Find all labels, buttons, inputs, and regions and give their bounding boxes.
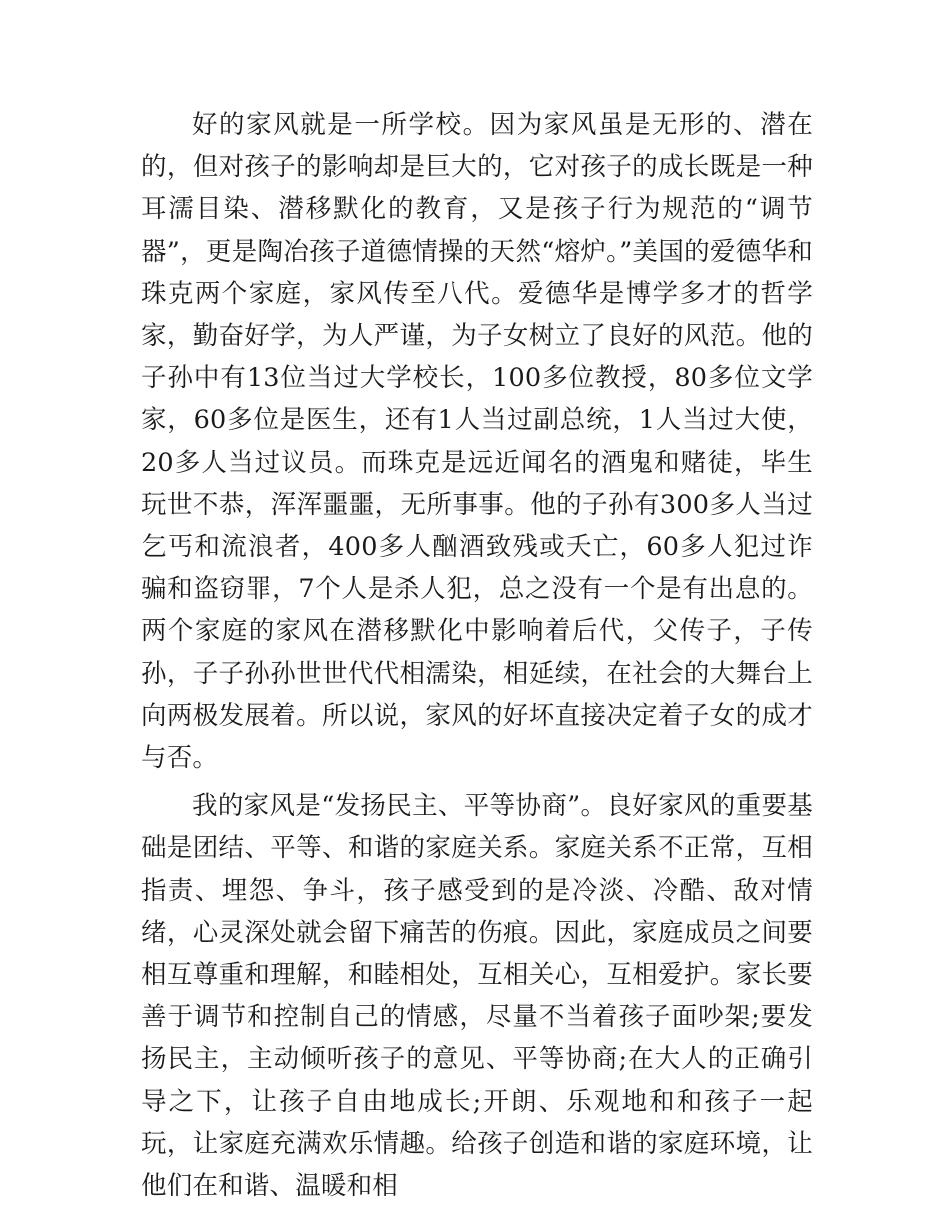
paragraph-my-family-tradition: 我的家风是“发扬民主、平等协商”。良好家风的重要基础是团结、平等、和谐的家庭关系。家庭关系不正常，互相指责、埋怨、争斗，孩子感受到的是冷淡、冷酷、敌对情绪，心灵深处就会留下痛苦的伤痕。因此，家庭成员之间要相互尊重和理解，和睦相处，互相关心，互相爱护。家长要善于调节和控制自己的情感，尽量不当着孩子面吵架;要发扬民主，主动倾听孩子的意见、平等协商;在大人的正确引导之下，让孩子自由地成长;开朗、乐观地和和孩子一起玩，让家庭充满欢乐情趣。给孩子创造和谐的家庭环境，让他们在和谐、温暖和相 <box>141 791 813 1202</box>
paragraph-family-tradition-school: 好的家风就是一所学校。因为家风虽是无形的、潜在的，但对孩子的影响却是巨大的，它对孩子的成长既是一种耳濡目染、潜移默化的教育，又是孩子行为规范的“调节器”，更是陶冶孩子道德情操的天然“熔炉。”美国的爱德华和珠克两个家庭，家风传至八代。爱德华是博学多才的哲学家，勤奋好学，为人严谨，为子女树立了良好的风范。他的子孙中有13位当过大学校长，100多位教授，80多位文学家，60多位是医生，还有1人当过副总统，1人当过大使，20多人当过议员。而珠克是远近闻名的酒鬼和赌徒，毕生玩世不恭，浑浑噩噩，无所事事。他的子孙有300多人当过乞丐和流浪者，400多人酗酒致残或夭亡，60多人犯过诈骗和盗窃罪，7个人是杀人犯，总之没有一个是有出息的。两个家庭的家风在潜移默化中影响着后代，父传子，子传孙，子子孙孙世世代代相濡染，相延续，在社会的大舞台上向两极发展着。所以说，家风的好坏直接决定着子女的成才与否。 <box>141 110 813 774</box>
document-body <box>141 104 813 1213</box>
